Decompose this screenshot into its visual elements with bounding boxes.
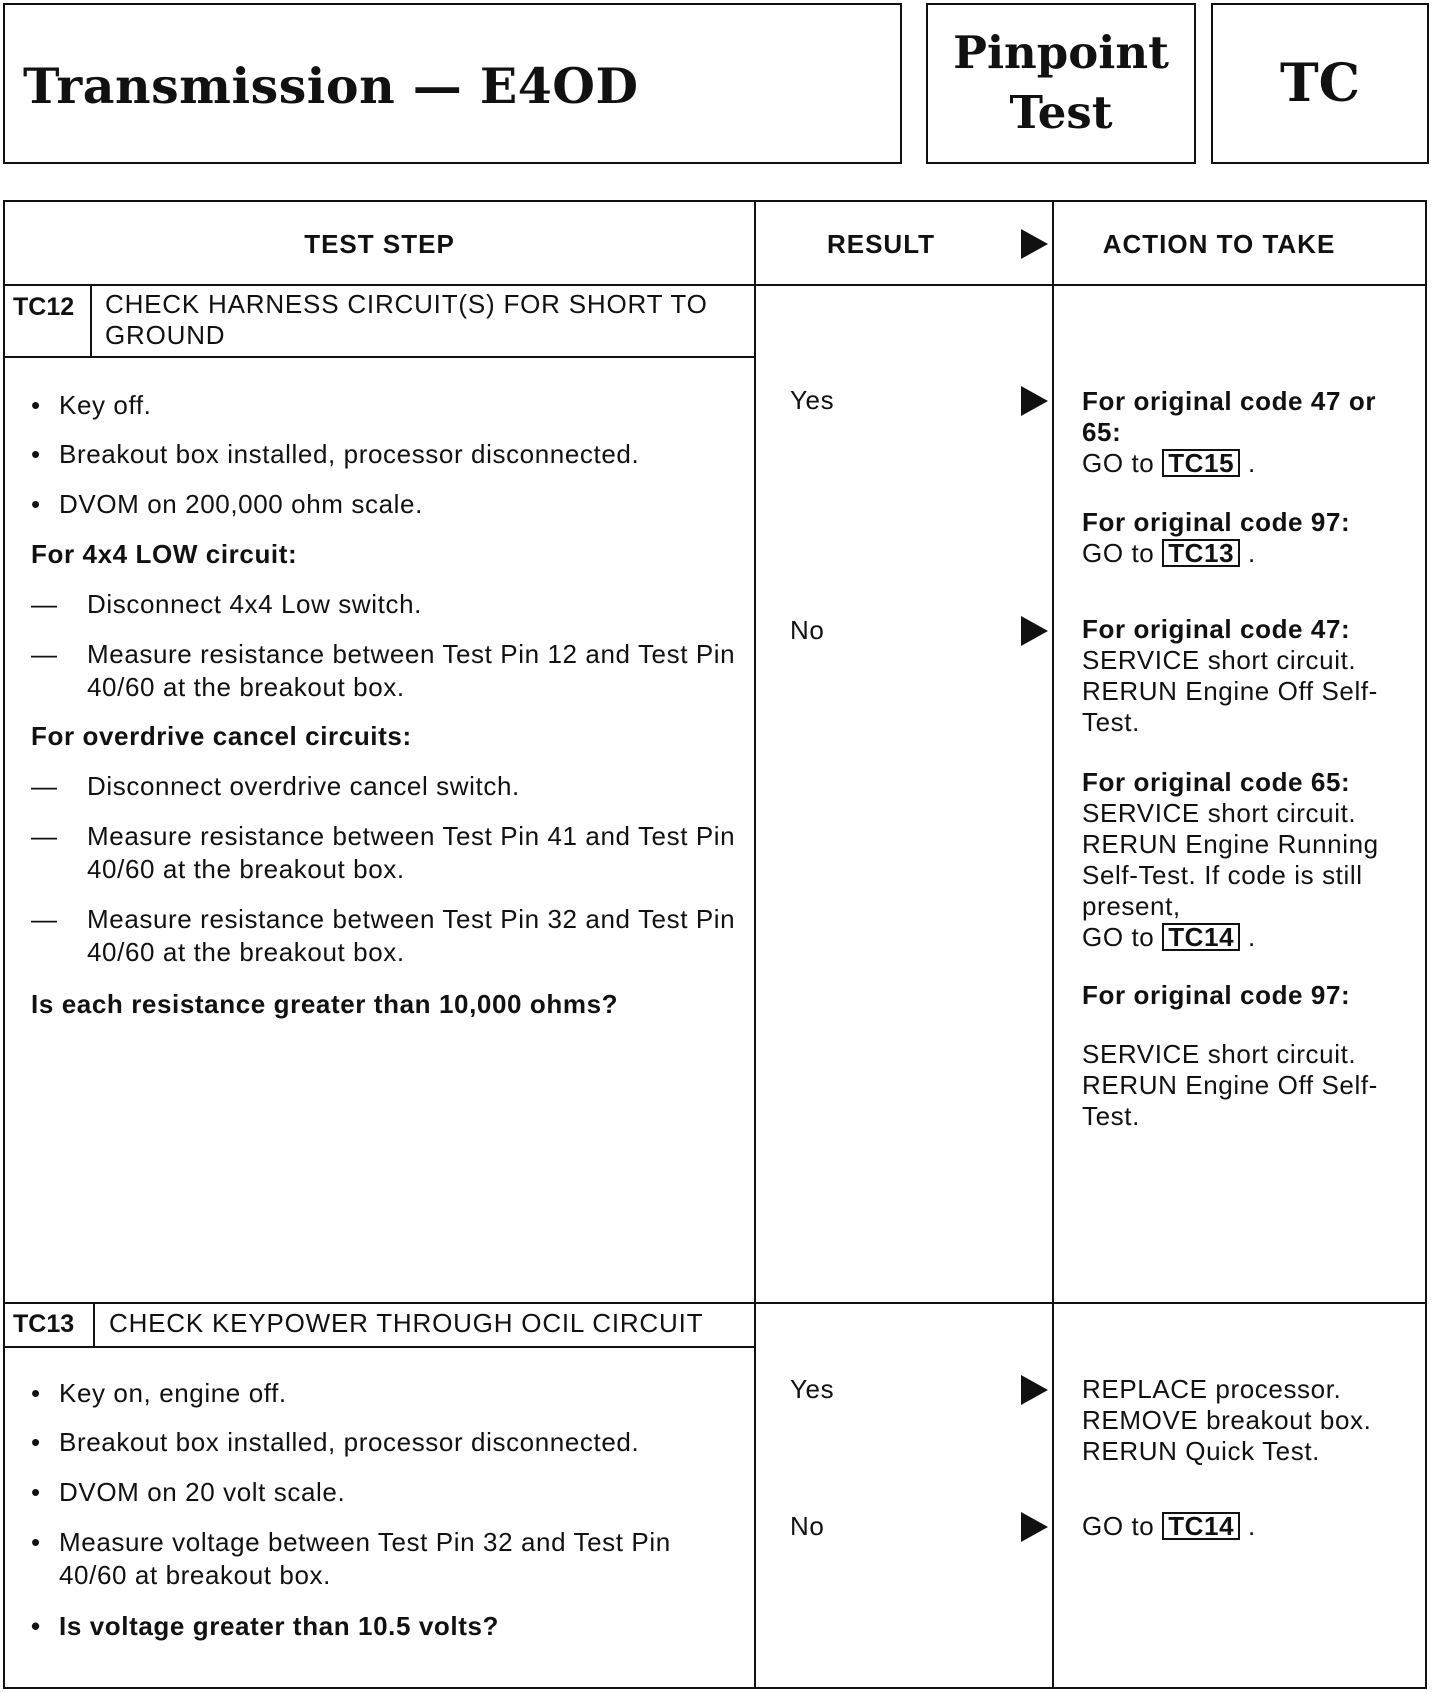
tc12-step: — Disconnect 4x4 Low switch. [31, 588, 787, 621]
pinpoint-test-table [3, 200, 1427, 1689]
yes-arrow-icon [1021, 386, 1048, 416]
tc13-label-divider [93, 1304, 95, 1348]
tc12-subheading: For 4x4 LOW circuit: [31, 539, 298, 569]
tc13-yes-action: REPLACE processor. REMOVE breakout box. RERUN Quick Test. [1082, 1374, 1372, 1466]
action-text: SERVICE short circuit. RERUN Engine Off Self-Test. [1082, 645, 1378, 737]
tc12-step: • DVOM on 200,000 ohm scale. [31, 488, 759, 521]
column-divider [1052, 202, 1054, 1687]
document-title: Transmission — E4OD [23, 57, 639, 115]
action-text: SERVICE short circuit. RERUN Engine Running Self-Test. If code is still present, [1082, 798, 1379, 921]
tc13-question: • Is voltage greater than 10.5 volts? [31, 1610, 759, 1643]
tc14-reference[interactable]: TC14 [1162, 923, 1240, 951]
tc13-title: CHECK KEYPOWER THROUGH OCIL CIRCUIT [109, 1308, 704, 1338]
yes-arrow-icon [1021, 1375, 1048, 1405]
column-divider [754, 202, 756, 1687]
tc12-title: CHECK HARNESS CIRCUIT(S) FOR SHORT TO GROUND [105, 289, 708, 350]
action-heading: For original code 47 or 65: [1082, 386, 1377, 447]
action-heading: For original code 97: [1082, 980, 1351, 1010]
tc12-step: • Breakout box installed, processor disconnected. [31, 438, 759, 471]
tc12-subheading: For overdrive cancel circuits: [31, 721, 412, 751]
no-arrow-icon [1021, 1512, 1048, 1542]
tc13-step: • DVOM on 20 volt scale. [31, 1476, 759, 1509]
test-code: TC [1279, 53, 1361, 114]
tc13-title-underline [5, 1346, 754, 1348]
tc12-step: — Measure resistance between Test Pin 32 and Test Pin 40/60 at the breakout box. [31, 903, 747, 969]
tc12-question: Is each resistance greater than 10,000 ohms? [31, 989, 619, 1019]
test-code-box [1211, 3, 1429, 164]
action-heading: For original code 97: [1082, 507, 1351, 537]
tc12-no-action-a [1082, 614, 1392, 738]
tc13-label: TC13 [13, 1310, 75, 1338]
tc13-step: • Key on, engine off. [31, 1377, 759, 1410]
column-header-action: ACTION TO TAKE [1102, 229, 1336, 259]
tc12-result-yes: Yes [790, 385, 835, 415]
test-label: Test [1009, 86, 1113, 139]
pinpoint-label: Pinpoint [953, 26, 1169, 79]
tc13-step: • Breakout box installed, processor disconnected. [31, 1426, 759, 1459]
tc13-no-action: GO to TC14 . [1082, 1511, 1256, 1541]
tc14-reference[interactable]: TC14 [1162, 1512, 1240, 1540]
tc13-result-no: No [790, 1511, 825, 1541]
pinpoint-test-box [926, 3, 1196, 164]
tc12-no-action-c [1082, 980, 1392, 1132]
column-header-test-step: TEST STEP [304, 229, 455, 259]
row-divider [5, 1302, 1425, 1304]
column-header-result: RESULT [826, 229, 936, 259]
tc13-result-yes: Yes [790, 1374, 835, 1404]
tc12-result-no: No [790, 615, 825, 645]
tc15-reference[interactable]: TC15 [1162, 449, 1240, 477]
go-to-text: GO to [1082, 538, 1155, 568]
tc12-title-underline [5, 356, 754, 358]
action-text: SERVICE short circuit. RERUN Engine Off Self-Test. [1082, 1039, 1378, 1131]
go-to-text: GO to [1082, 1511, 1155, 1541]
tc12-label-divider [90, 286, 92, 358]
tc12-yes-action-a: For original code 47 or 65: GO to TC15 . [1082, 386, 1382, 479]
tc13-step: • Measure voltage between Test Pin 32 and Test Pin 40/60 at breakout box. [31, 1526, 739, 1592]
result-arrow-icon [1021, 229, 1048, 259]
no-arrow-icon [1021, 616, 1048, 646]
action-heading: For original code 65: [1082, 767, 1351, 797]
tc12-step: — Measure resistance between Test Pin 12 and Test Pin 40/60 at the breakout box. [31, 638, 747, 704]
tc12-label: TC12 [13, 293, 75, 321]
go-to-text: GO to [1082, 922, 1155, 952]
tc13-reference[interactable]: TC13 [1162, 539, 1240, 567]
document-title-box [3, 3, 902, 164]
tc12-no-action-b: For original code 65: SERVICE short circuit. RERUN Engine Running Self-Test. If code is still present, GO to TC14 . [1082, 767, 1392, 953]
go-to-text: GO to [1082, 448, 1155, 478]
action-heading: For original code 47: [1082, 614, 1351, 644]
tc12-step: • Key off. [31, 389, 759, 422]
tc12-step: — Disconnect overdrive cancel switch. [31, 770, 787, 803]
tc12-yes-action-b: For original code 97: GO to TC13 . [1082, 507, 1422, 569]
tc12-step: — Measure resistance between Test Pin 41 and Test Pin 40/60 at the breakout box. [31, 820, 747, 886]
